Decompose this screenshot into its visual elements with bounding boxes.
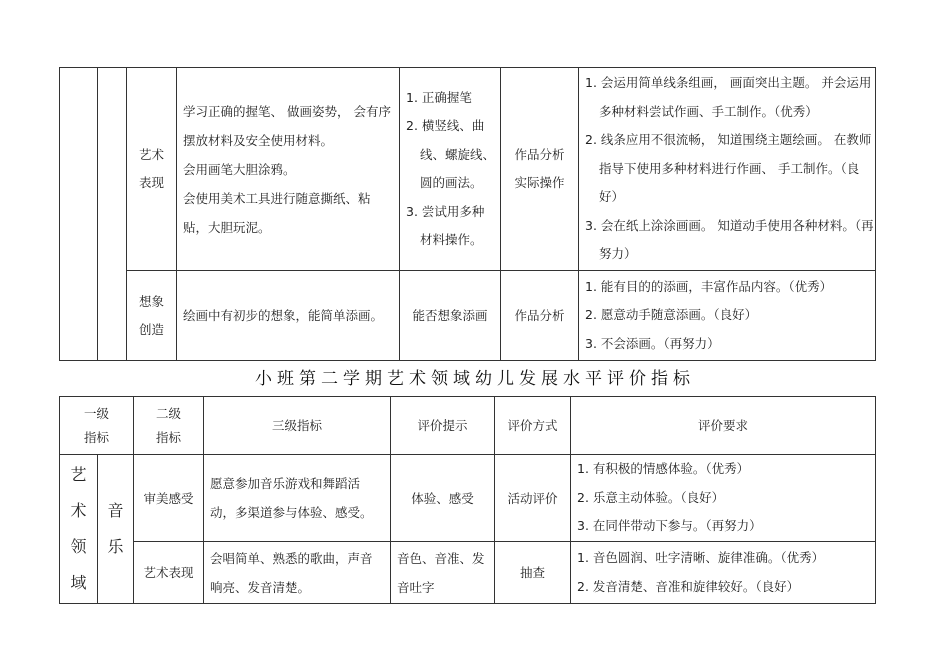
hint-cell: [391, 455, 495, 542]
table-row: [60, 542, 876, 604]
hint-line: 1. 正确握笔: [406, 89, 472, 105]
header-row: [60, 397, 876, 455]
requirement-line: 2. 乐意主动体验。（良好）: [577, 489, 725, 505]
method-label: 作品分析 实际操作: [514, 147, 565, 190]
hint-cell: [400, 68, 501, 271]
requirement-line: 2. 愿意动手随意添画。（良好）: [585, 307, 758, 323]
header-level1-label: 一级 指标: [84, 405, 110, 445]
requirement-line: 1. 能有目的的添画，丰富作品内容。（优秀）: [585, 278, 833, 294]
requirement-line: 1. 有积极的情感体验。（优秀）: [577, 461, 750, 477]
level3-line: 动，多渠道参与体验、感受。: [210, 505, 373, 520]
header-level3: [204, 397, 391, 455]
level3-line: 愿意参加音乐游戏和舞蹈活: [210, 476, 361, 491]
method-label: 作品分析: [514, 308, 565, 323]
requirement-line: 1. 会运用简单线条组画， 画面突出主题。 并会运用: [585, 75, 872, 91]
level3-cell: [177, 68, 400, 271]
requirement-line: 多种材料尝试作画、手工制作。（优秀）: [599, 103, 818, 119]
requirement-cell: [571, 542, 876, 604]
level3-line: 绘画中有初步的想象，能简单添画。: [183, 308, 384, 323]
table-row: [60, 271, 876, 361]
table-row: [60, 455, 876, 542]
requirement-line: 3. 不会添画。（再努力）: [585, 335, 720, 351]
requirement-cell: [579, 68, 876, 271]
domain-cell: [60, 455, 98, 604]
subdomain-label: 音 乐: [107, 501, 124, 556]
level3-cell: [204, 455, 391, 542]
method-cell: [495, 455, 571, 542]
hint-line: 2. 横竖线、曲: [406, 118, 485, 133]
level3-line: 会唱简单、熟悉的歌曲，声音: [210, 550, 373, 566]
requirement-cell: [579, 271, 876, 361]
level3-line: 会使用美术工具进行随意撕纸、粘: [183, 190, 371, 206]
header-hint: [391, 397, 495, 455]
level3-line: 学习正确的握笔、 做画姿势， 会有序: [183, 103, 391, 119]
requirement-line: 指导下使用多种材料进行作画、 手工制作。（良: [599, 160, 860, 176]
method-label: 抽查: [520, 565, 546, 580]
hint-line: 材料操作。: [420, 232, 483, 247]
header-method: [495, 397, 571, 455]
table-row: [60, 68, 876, 271]
requirement-line: 努力）: [599, 246, 637, 262]
header-method-label: 评价方式: [507, 418, 558, 433]
subdomain-cell: [98, 455, 134, 604]
domain-label: 艺 术 领 域: [70, 465, 87, 592]
method-label: 活动评价: [507, 490, 558, 506]
hint-line: 音色、音准、发: [397, 550, 485, 566]
level1-cell-empty: [60, 68, 98, 361]
hint-cell: [400, 271, 501, 361]
method-cell: [501, 68, 579, 271]
hint-line: 线、螺旋线、: [420, 146, 496, 162]
evaluation-table-continued: [59, 67, 876, 361]
sub-indicator-cell: [127, 271, 177, 361]
requirement-line: 3. 会在纸上涂涂画画。 知道动手使用各种材料。（再: [585, 217, 874, 233]
sub-indicator-cell: [134, 542, 204, 604]
hint-line: 3. 尝试用多种: [406, 203, 485, 219]
sub-indicator-label: 艺术 表现: [138, 147, 164, 190]
sub-indicator-cell: [134, 455, 204, 542]
method-cell: [501, 271, 579, 361]
requirement-line: 3. 在同伴带动下参与。（再努力）: [577, 518, 762, 534]
sub-indicator-cell: [127, 68, 177, 271]
level3-line: 响亮、发音清楚。: [210, 579, 311, 595]
hint-line: 圆的画法。: [420, 175, 483, 190]
evaluation-table: [59, 396, 876, 604]
requirement-line: 好）: [599, 189, 625, 205]
level3-line: 会用画笔大胆涂鸦。: [183, 161, 296, 177]
sub-indicator-label: 想象 创造: [138, 293, 164, 337]
level3-line: 贴，大胆玩泥。: [183, 219, 271, 235]
header-requirement-label: 评价要求: [698, 418, 749, 433]
header-level2: [134, 397, 204, 455]
sub-indicator-label: 审美感受: [143, 490, 194, 506]
header-requirement: [571, 397, 876, 455]
requirement-line: 2. 发音清楚、音准和旋律较好。（良好）: [577, 578, 800, 594]
requirement-line: 1. 音色圆润、吐字清晰、旋律准确。（优秀）: [577, 550, 825, 565]
header-hint-label: 评价提示: [417, 418, 468, 433]
requirement-line: 2. 线条应用不很流畅， 知道围绕主题绘画。 在教师: [585, 132, 872, 148]
header-level2-label: 二级 指标: [156, 405, 182, 445]
header-level3-label: 三级指标: [272, 418, 323, 433]
header-level1: [60, 397, 134, 455]
level3-line: 摆放材料及安全使用材料。: [183, 132, 334, 148]
hint-line: 能否想象添画: [412, 308, 488, 323]
requirement-cell: [571, 455, 876, 542]
section-title: 小班第二学期艺术领域幼儿发展水平评价指标: [255, 369, 695, 389]
sub-indicator-label: 艺术表现: [143, 565, 194, 580]
hint-line: 体验、感受: [411, 490, 474, 506]
level3-cell: [204, 542, 391, 604]
level3-cell: [177, 271, 400, 361]
hint-cell: [391, 542, 495, 604]
level2-cell-empty: [98, 68, 127, 361]
hint-line: 音吐字: [397, 579, 435, 595]
method-cell: [495, 542, 571, 604]
